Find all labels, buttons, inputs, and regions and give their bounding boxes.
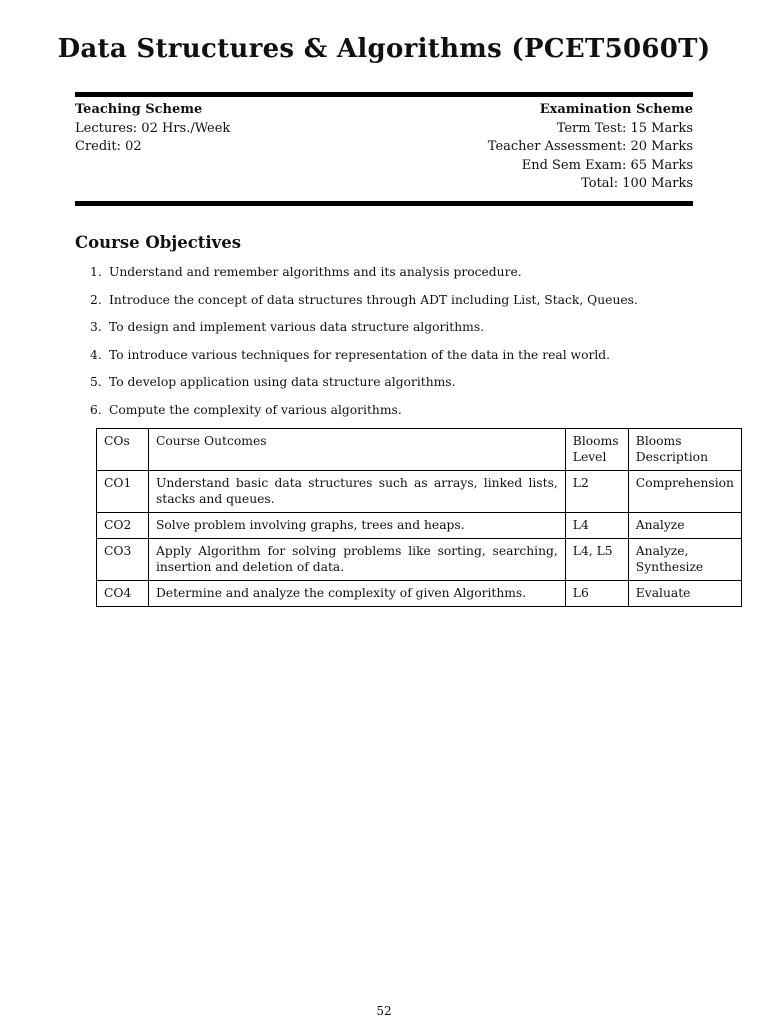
blooms-description: Evaluate	[628, 581, 741, 607]
page-number: 52	[376, 1004, 392, 1018]
header-cos: COs	[97, 429, 149, 471]
objective-text: Introduce the concept of data structures through ADT including List, Stack, Queues.	[109, 292, 638, 307]
objective-item	[90, 263, 700, 291]
table-row	[97, 539, 742, 581]
objective-number: 2.	[90, 292, 102, 307]
table-row	[97, 581, 742, 607]
credit-text: Credit: 02	[75, 139, 142, 154]
blooms-description: Analyze	[628, 513, 741, 539]
lectures-text: Lectures: 02 Hrs./Week	[75, 120, 231, 136]
objective-number: 1.	[90, 265, 102, 279]
examination-scheme	[488, 101, 693, 194]
objective-item	[90, 291, 700, 319]
bottom-rule	[75, 201, 693, 206]
table-header-row	[97, 429, 742, 471]
course-objectives-heading: Course Objectives	[75, 233, 242, 252]
blooms-level: L2	[565, 471, 628, 513]
blooms-level: L4, L5	[565, 539, 628, 581]
objective-number: 6.	[90, 402, 102, 417]
blooms-description: Analyze, Synthesize	[628, 539, 741, 581]
co-id: CO4	[97, 581, 149, 607]
end-sem-exam-text: End Sem Exam: 65 Marks	[521, 157, 693, 173]
outcome-text: Apply Algorithm for solving problems like sorting, searching, insertion and deletion of data.	[148, 539, 565, 581]
header-blooms-level: Blooms Level	[565, 429, 628, 471]
course-objectives-list	[90, 263, 700, 428]
objective-text: Understand and remember algorithms and its analysis procedure.	[109, 265, 522, 279]
objective-item	[90, 401, 700, 429]
total-marks-text: Total: 100 Marks	[581, 176, 693, 191]
objective-text: To develop application using data structure algorithms.	[109, 375, 456, 389]
objective-number: 5.	[90, 375, 102, 389]
objective-item	[90, 373, 700, 401]
blooms-level: L6	[565, 581, 628, 607]
blooms-description: Comprehension	[628, 471, 741, 513]
term-test-text: Term Test: 15 Marks	[556, 120, 693, 136]
blooms-level: L4	[565, 513, 628, 539]
outcome-text: Solve problem involving graphs, trees and heaps.	[148, 513, 565, 539]
objective-text: To introduce various techniques for representation of the data in the real world.	[109, 347, 611, 362]
objective-text: To design and implement various data structure algorithms.	[109, 320, 485, 334]
table-row	[97, 513, 742, 539]
top-rule	[75, 92, 693, 97]
header-course-outcomes: Course Outcomes	[148, 429, 565, 471]
examination-scheme-heading: Examination Scheme	[539, 102, 693, 117]
objective-item	[90, 318, 700, 346]
table-row	[97, 471, 742, 513]
course-outcomes-table	[96, 428, 742, 607]
objective-number: 3.	[90, 320, 102, 334]
header-blooms-description: Blooms Description	[628, 429, 741, 471]
teacher-assessment-text: Teacher Assessment: 20 Marks	[487, 139, 693, 154]
page-title: Data Structures & Algorithms (PCET5060T)	[57, 34, 711, 64]
teaching-scheme	[75, 101, 230, 157]
outcome-text: Determine and analyze the complexity of given Algorithms.	[148, 581, 565, 607]
co-id: CO1	[97, 471, 149, 513]
objective-text: Compute the complexity of various algorithms.	[109, 402, 402, 417]
outcome-text: Understand basic data structures such as arrays, linked lists, stacks and queues.	[148, 471, 565, 513]
co-id: CO2	[97, 513, 149, 539]
co-id: CO3	[97, 539, 149, 581]
objective-number: 4.	[90, 347, 102, 362]
objective-item	[90, 346, 700, 374]
teaching-scheme-heading: Teaching Scheme	[75, 102, 203, 117]
